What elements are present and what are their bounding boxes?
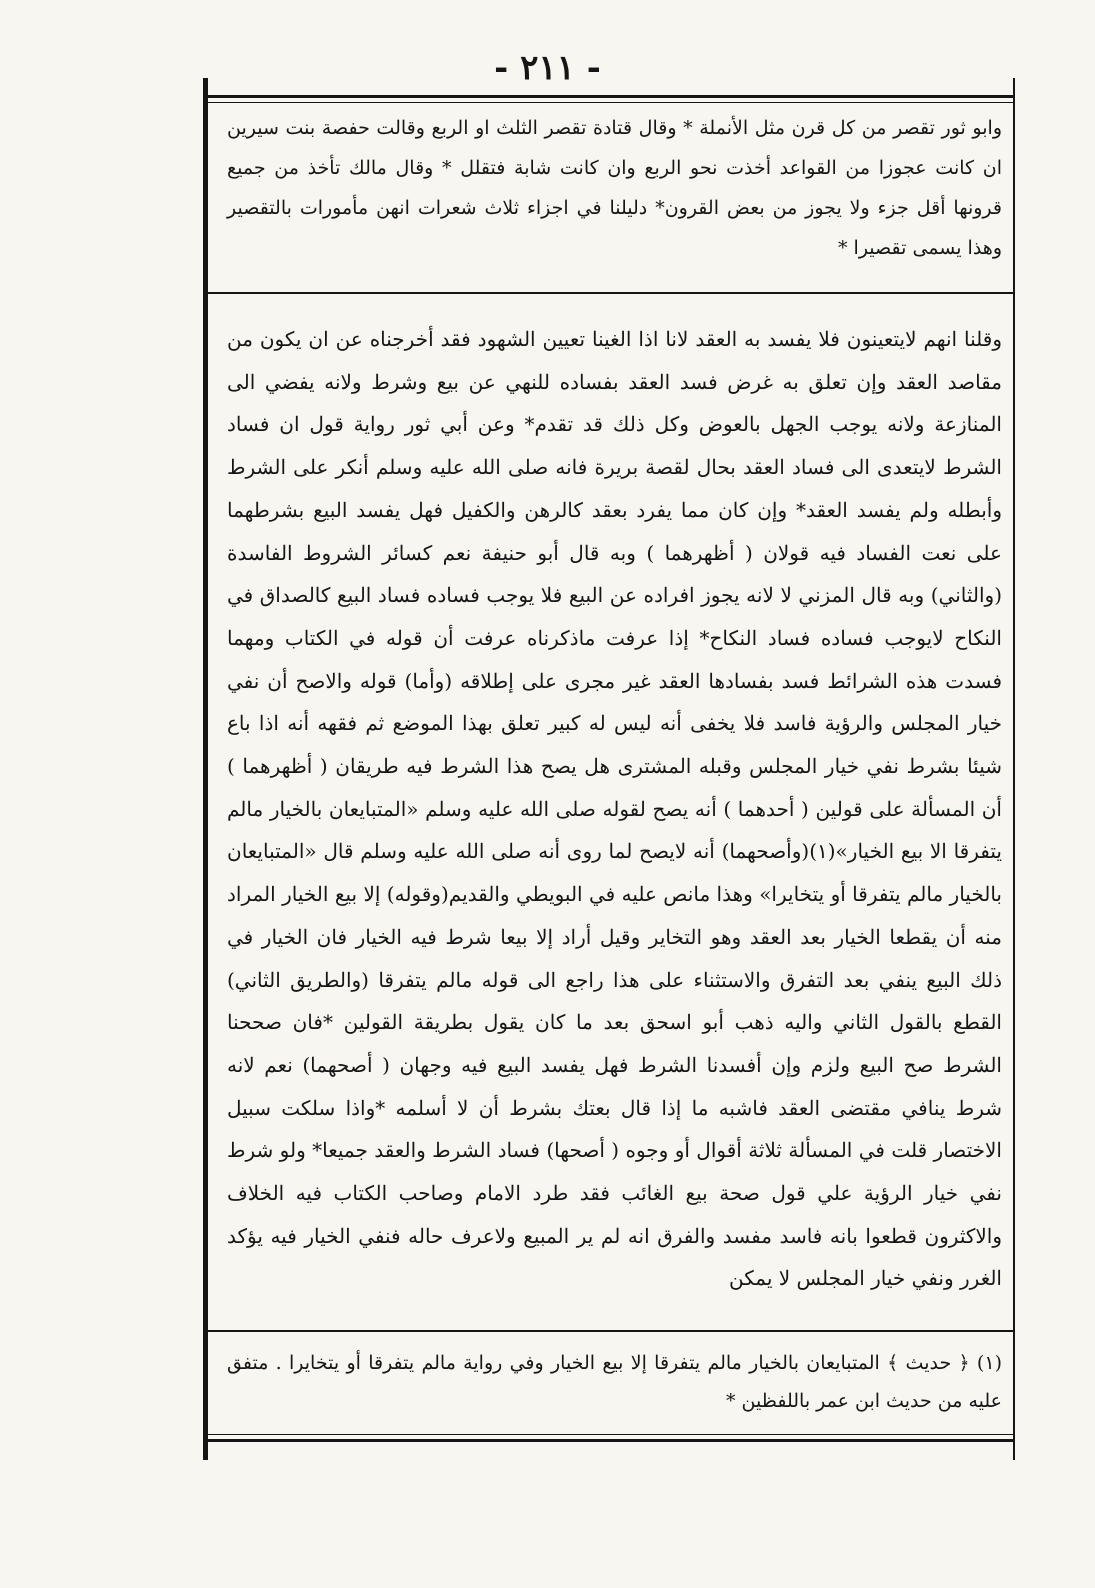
footnote-divider [203,1330,1015,1332]
commentary-text: وابو ثور تقصر من كل قرن مثل الأنملة * وقال قتادة تقصر الثلث او الربع وقالت حفصة بنت سيرين ان كانت عجوزا من القواعد أخذت نحو الربع وان كانت شابة فتقلل * وقال مالك تأخذ من جميع قرونها أقل جزء ولا يجوز من بعض القرون* دليلنا في اجزاء ثلاث شعرات انهن مأمورات بالتقصير وهذا يسمى تقصيرا * [227,117,1002,259]
section-divider [203,292,1015,294]
commentary-block [227,108,1002,268]
footnote-block [227,1344,1002,1420]
main-text: وقلنا انهم لايتعينون فلا يفسد به العقد لانا اذا الغينا تعيين الشهود فقد أخرجناه عن ان يكون من مقاصد العقد وإن تعلق به غرض فسد العقد بفساده للنهي عن بيع وشرط ولانه يفضي الى المنازعة ولانه يوجب الجهل بالعوض وكل ذلك قد تقدم* وعن أبي ثور رواية قول ان فساد الشرط لايتعدى الى فساد العقد بحال لقصة بريرة فانه صلى الله عليه وسلم أنكر على الشرط وأبطله ولم يفسد العقد* وإن كان مما يفرد بعقد كالرهن والكفيل فهل يفسد البيع بشرطهما على نعت الفساد فيه قولان ( أظهرهما ) وبه قال أبو حنيفة نعم كسائر الشروط الفاسدة (والثاني) وبه قال المزني لا لانه يجوز افراده عن البيع فلا يوجب فساده فساد البيع كالصداق في النكاح لايوجب فساده فساد النكاح* إذا عرفت ماذكرناه عرفت أن قوله في الكتاب ومهما فسدت هذه الشرائط فسد بفسادها العقد غير مجرى على إطلاقه (وأما) قوله والاصح أن نفي خيار المجلس والرؤية فاسد فلا يخفى أنه ليس له كبير تعلق بهذا الموضع ثم فقهه أنه اذا باع شيئا بشرط نفي خيار المجلس وقبله المشترى هل يصح هذا الشرط فيه طريقان ( أظهرهما ) أن المسألة على قولين ( أحدهما ) أنه يصح لقوله صلى الله عليه وسلم «المتبايعان بالخيار مالم يتفرقا الا بيع الخيار»(١)(وأصحهما) أنه لايصح لما روى أنه صلى الله عليه وسلم قال «المتبايعان بالخيار مالم يتفرقا أو يتخايرا» وهذا مانص عليه في البويطي والقديم(وقوله) إلا بيع الخيار المراد منه أن يقطعا الخيار بعد العقد وهو التخاير وقيل أراد إلا بيعا شرط فيه الخيار فان الخيار في ذلك البيع ينفي بعد التفرق والاستثناء على هذا راجع الى قوله مالم يتفرقا (والطريق الثاني) القطع بالقول الثاني واليه ذهب أبو اسحق بعد ما كان يقول بطريقة القولين *فان صححنا الشرط صح البيع ولزم وإن أفسدنا الشرط فهل يفسد البيع فيه وجهان ( أصحهما) نعم لانه شرط ينافي مقتضى العقد فاشبه ما إذا قال بعتك بشرط أن لا أسلمه *واذا سلكت سبيل الاختصار قلت في المسألة ثلاثة أقوال أو وجوه ( أصحها) فساد الشرط والعقد جميعا* ولو شرط نفي خيار الرؤية علي قول صحة بيع الغائب فقد طرد الامام وصاحب الكتاب فيه الخلاف والاكثرون قطعوا بانه فاسد مفسد والفرق انه لم ير المبيع ولاعرف حاله فنفي الخيار فيه يؤكد الغرر ونفي خيار المجلس لا يمكن [227,327,1003,1291]
page-number: - ٢١١ - [494,48,601,88]
top-rule [203,95,1015,103]
bottom-rule [203,1434,1015,1442]
main-text-block [227,318,1002,1300]
footnote-text: (١) ﴿ حديث ﴾ المتبايعان بالخيار مالم يتفرقا إلا بيع الخيار وفي رواية مالم يتفرقا أو يتخايرا . متفق عليه من حديث ابن عمر باللفظين * [227,1352,1002,1412]
